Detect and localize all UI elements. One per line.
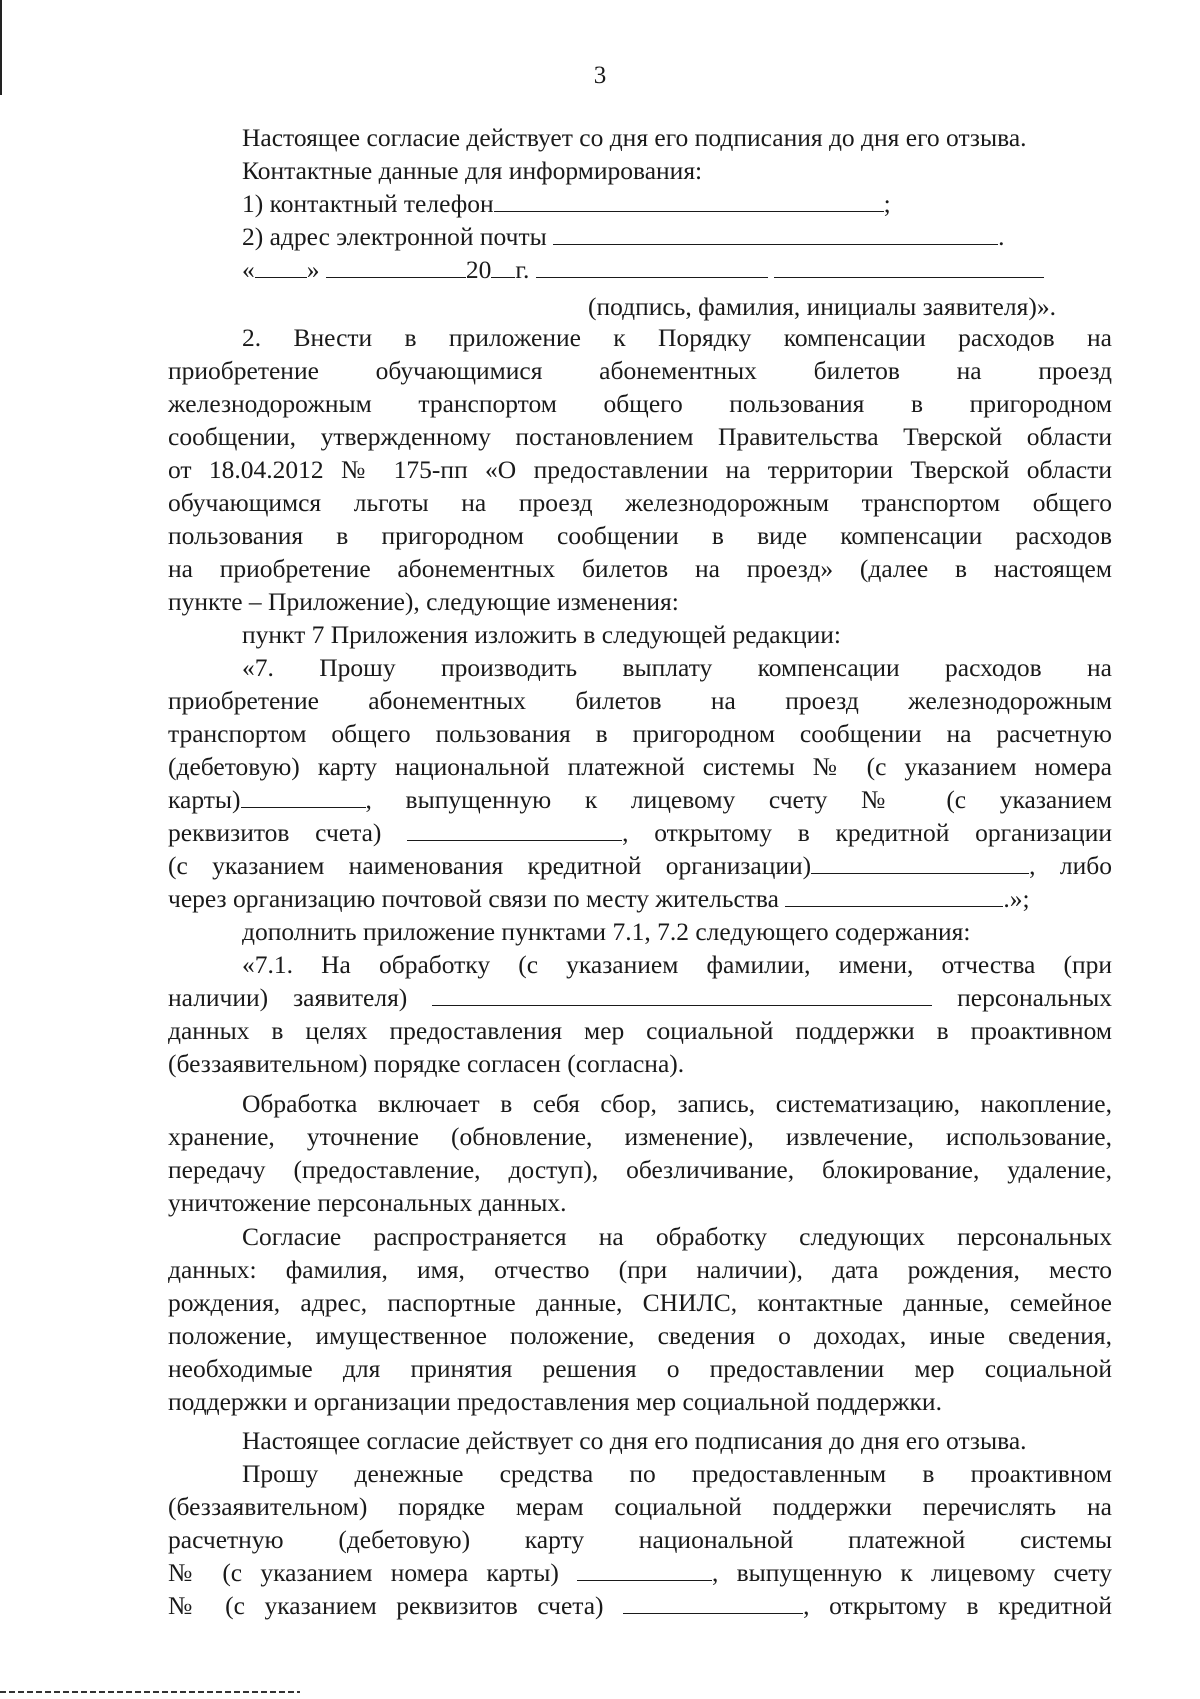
phone-blank [494,189,884,212]
paragraph-2-line: 2. Внести в приложение к Порядку компенсации расходов на [242,323,1112,352]
processing-line: Обработка включает в себя сбор, запись, систематизацию, накопление, [242,1089,1112,1118]
request-line [168,1591,1112,1621]
email-field-line [242,222,1005,252]
item-7-heading: пункт 7 Приложения изложить в следующей редакции: [242,620,841,649]
item-7-1-line: данных в целях предоставления мер социальной поддержки в проактивном [168,1016,1112,1045]
request-line: Прошу денежные средства по предоставленным в проактивном [242,1459,1112,1488]
email-blank [553,222,998,245]
item-7-line: приобретение абонементных билетов на проезд железнодорожным [168,686,1112,715]
item-7-1-line [168,983,1112,1013]
page-number: 3 [593,62,607,89]
post-end: .»; [1003,884,1030,913]
phone-field-label: 1) контактный телефон [242,189,494,218]
email-field-end: . [998,222,1005,251]
consent-scope-line: необходимые для принятия решения о предоставлении мер социальной [168,1354,1112,1383]
phone-field-line [242,189,891,219]
item-7-line [168,851,1112,881]
contact-data-heading: Контактные данные для информирования: [242,156,703,185]
scan-edge-bottom [0,1691,300,1693]
date-open-quote: « [242,255,255,284]
item-7-1-line: (беззаявительном) порядке согласен (согласна). [168,1049,685,1078]
consent-scope-line: Согласие распространяется на обработку следующих персональных [242,1222,1112,1251]
card-number-label: № (с указанием номера карты) [168,1558,559,1587]
consent-duration-line-2: Настоящее согласие действует со дня его подписания до дня его отзыва. [242,1426,1027,1455]
paragraph-2-line: пользования в пригородном сообщении в виде компенсации расходов [168,521,1112,550]
year-prefix: 20 [465,255,492,284]
processing-line: передачу (предоставление, доступ), обезличивание, блокирование, удаление, [168,1155,1112,1184]
card-number-blank [241,785,366,808]
account-label-2: № (с указанием реквизитов счета) [168,1591,604,1620]
paragraph-2-line: от 18.04.2012 № 175-пп «О предоставлении на территории Тверской области [168,455,1112,484]
day-blank [255,255,307,278]
paragraph-2-line: сообщении, утвержденному постановлением Правительства Тверской области [168,422,1112,451]
paragraph-2-line: пункте – Приложение), следующие изменения: [168,587,679,616]
processing-line: хранение, уточнение (обновление, изменение), извлечение, использование, [168,1122,1112,1151]
consent-scope-line: положение, имущественное положение, сведения о доходах, иные сведения, [168,1321,1112,1350]
email-field-label: 2) адрес электронной почты [242,222,547,251]
account-rest-2: , открытому в кредитной [803,1591,1112,1620]
consent-scope-line: поддержки и организации предоставления мер социальной поддержки. [168,1387,942,1416]
signature-caption: (подпись, фамилия, инициалы заявителя)». [588,292,1056,321]
paragraph-2-line: железнодорожным транспортом общего пользования в пригородном [168,389,1112,418]
card-number-blank-2 [577,1558,712,1581]
applicant-blank [432,983,932,1006]
signature-blank [536,255,768,278]
item-7-1-line: «7.1. На обработку (с указанием фамилии, имени, отчества (при [242,950,1112,979]
item-7-line [168,818,1112,848]
consent-scope-line: рождения, адрес, паспортные данные, СНИЛС, контактные данные, семейное [168,1288,1112,1317]
item-7-line [168,785,1112,815]
name-blank [774,255,1044,278]
year-blank [491,255,515,278]
bank-label: (с указанием наименования кредитной организации) [168,851,812,880]
supplement-heading: дополнить приложение пунктами 7.1, 7.2 следующего содержания: [242,917,971,946]
card-rest: , выпущенную к лицевому счету № (с указанием [365,785,1112,814]
paragraph-2-line: приобретение обучающимися абонементных билетов на проезд [168,356,1112,385]
month-blank [326,255,466,278]
item-7-line: «7. Прошу производить выплату компенсации расходов на [242,653,1112,682]
account-rest: , открытому в кредитной организации [622,818,1112,847]
request-line: расчетную (дебетовую) карту национальной платежной системы [168,1525,1112,1554]
consent-scope-line: данных: фамилия, имя, отчество (при наличии), дата рождения, место [168,1255,1112,1284]
year-suffix: г. [515,255,530,284]
post-blank [785,884,1003,907]
paragraph-2-line: обучающимся льготы на проезд железнодорожным транспортом общего [168,488,1112,517]
account-label: реквизитов счета) [168,818,382,847]
applicant-rest: персональных [957,983,1113,1012]
item-7-line: (дебетовую) карту национальной платежной системы № (с указанием номера [168,752,1112,781]
request-line: (беззаявительном) порядке мерам социальной поддержки перечислять на [168,1492,1112,1521]
processing-line: уничтожение персональных данных. [168,1188,567,1217]
account-blank-2 [623,1591,803,1614]
bank-blank [811,851,1029,874]
account-blank [407,818,622,841]
item-7-line [168,884,1030,914]
phone-field-end: ; [883,189,891,218]
date-close-quote: » [306,255,320,284]
date-signature-line [242,255,1044,285]
post-label: через организацию почтовой связи по месту жительства [168,884,779,913]
card-number-rest: , выпущенную к лицевому счету [712,1558,1112,1587]
item-7-line: транспортом общего пользования в пригородном сообщении на расчетную [168,719,1112,748]
request-line [168,1558,1112,1588]
applicant-label: наличии) заявителя) [168,983,408,1012]
consent-duration-line: Настоящее согласие действует со дня его подписания до дня его отзыва. [242,123,1027,152]
paragraph-2-line: на приобретение абонементных билетов на проезд» (далее в настоящем [168,554,1112,583]
card-label: карты) [168,785,241,814]
bank-rest: , либо [1029,851,1112,880]
